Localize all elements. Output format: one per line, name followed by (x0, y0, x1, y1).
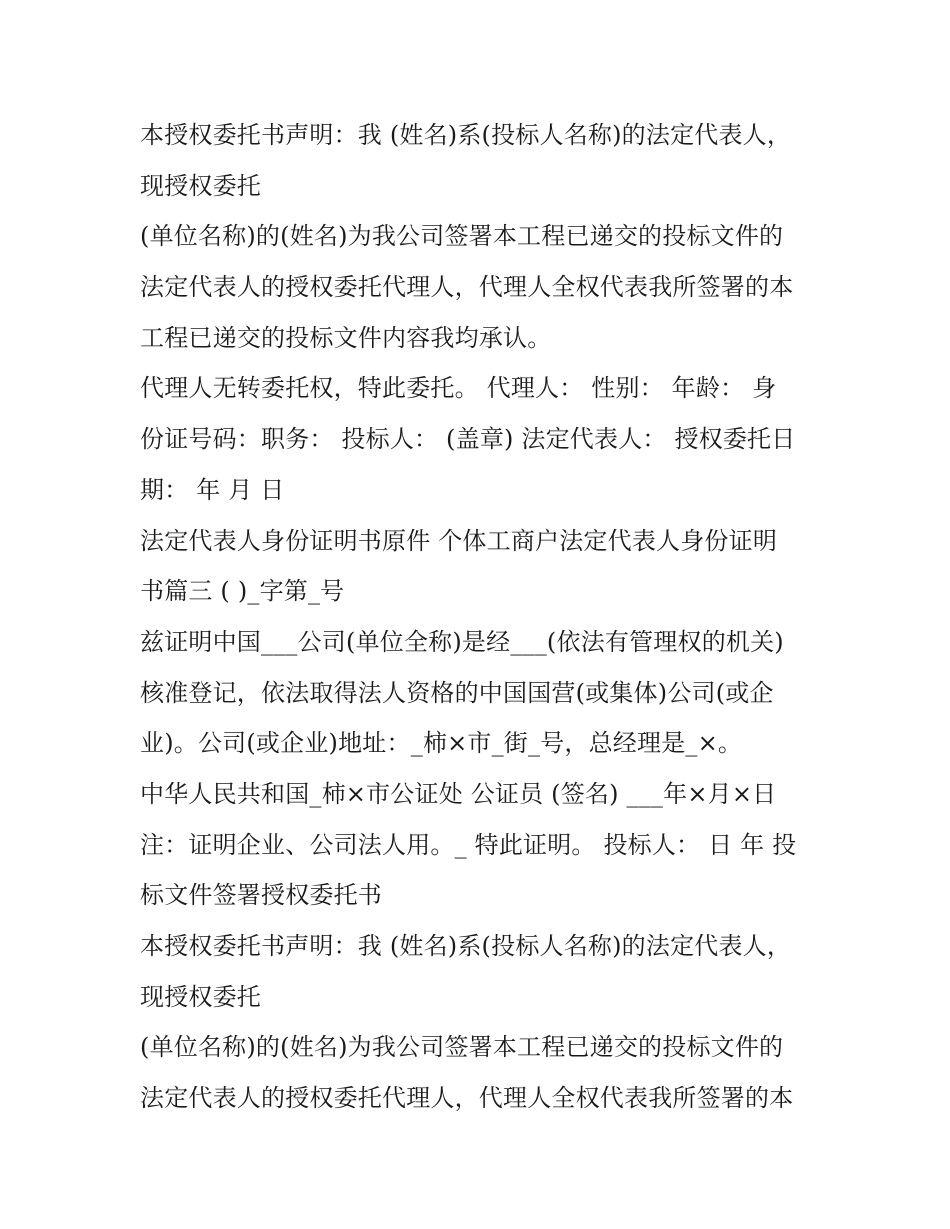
text-line: (单位名称)的(姓名)为我公司签署本工程已递交的投标文件的 (140, 222, 784, 251)
text-line: (单位名称)的(姓名)为我公司签署本工程已递交的投标文件的 (140, 1033, 784, 1062)
text-line: 业)。公司(或企业)地址：_柿×市_街_号，总经理是_×。 (140, 729, 743, 758)
document-body (140, 110, 830, 1124)
text-line: 法定代表人身份证明书原件 个体工商户法定代表人身份证明 (140, 526, 778, 555)
text-line: 书篇三 ( )_字第_号 (140, 577, 345, 606)
text-line: 法定代表人的授权委托代理人，代理人全权代表我所签署的本 (140, 273, 794, 302)
text-line: 本授权委托书声明：我 (姓名)系(投标人名称)的法定代表人， (140, 121, 792, 149)
text-line: 代理人无转委托权，特此委托。 代理人： 性别： 年龄： 身 (140, 374, 777, 403)
text-line: 工程已递交的投标文件内容我均承认。 (140, 323, 552, 352)
text-line: 标文件签署授权委托书 (140, 881, 382, 910)
text-line: 核准登记，依法取得法人资格的中国国营(或集体)公司(或企 (140, 678, 774, 707)
text-line: 本授权委托书声明：我 (姓名)系(投标人名称)的法定代表人， (140, 932, 792, 960)
text-line: 法定代表人的授权委托代理人，代理人全权代表我所签署的本 (140, 1084, 794, 1113)
text-line: 现授权委托 (140, 982, 261, 1011)
text-line: 份证号码：职务： 投标人： (盖章) 法定代表人： 授权委托日 (140, 425, 796, 454)
text-line: 注：证明企业、公司法人用。_ 特此证明。 投标人： 日 年 投 (140, 830, 797, 859)
text-line: 现授权委托 (140, 171, 261, 200)
text-line: 中华人民共和国_柿×市公证处 公证员 (签名) ___年×月×日 (140, 779, 777, 808)
text-line: 期： 年 月 日 (140, 475, 285, 504)
text-line: 兹证明中国___公司(单位全称)是经___(依法有管理权的机关) (140, 627, 784, 656)
